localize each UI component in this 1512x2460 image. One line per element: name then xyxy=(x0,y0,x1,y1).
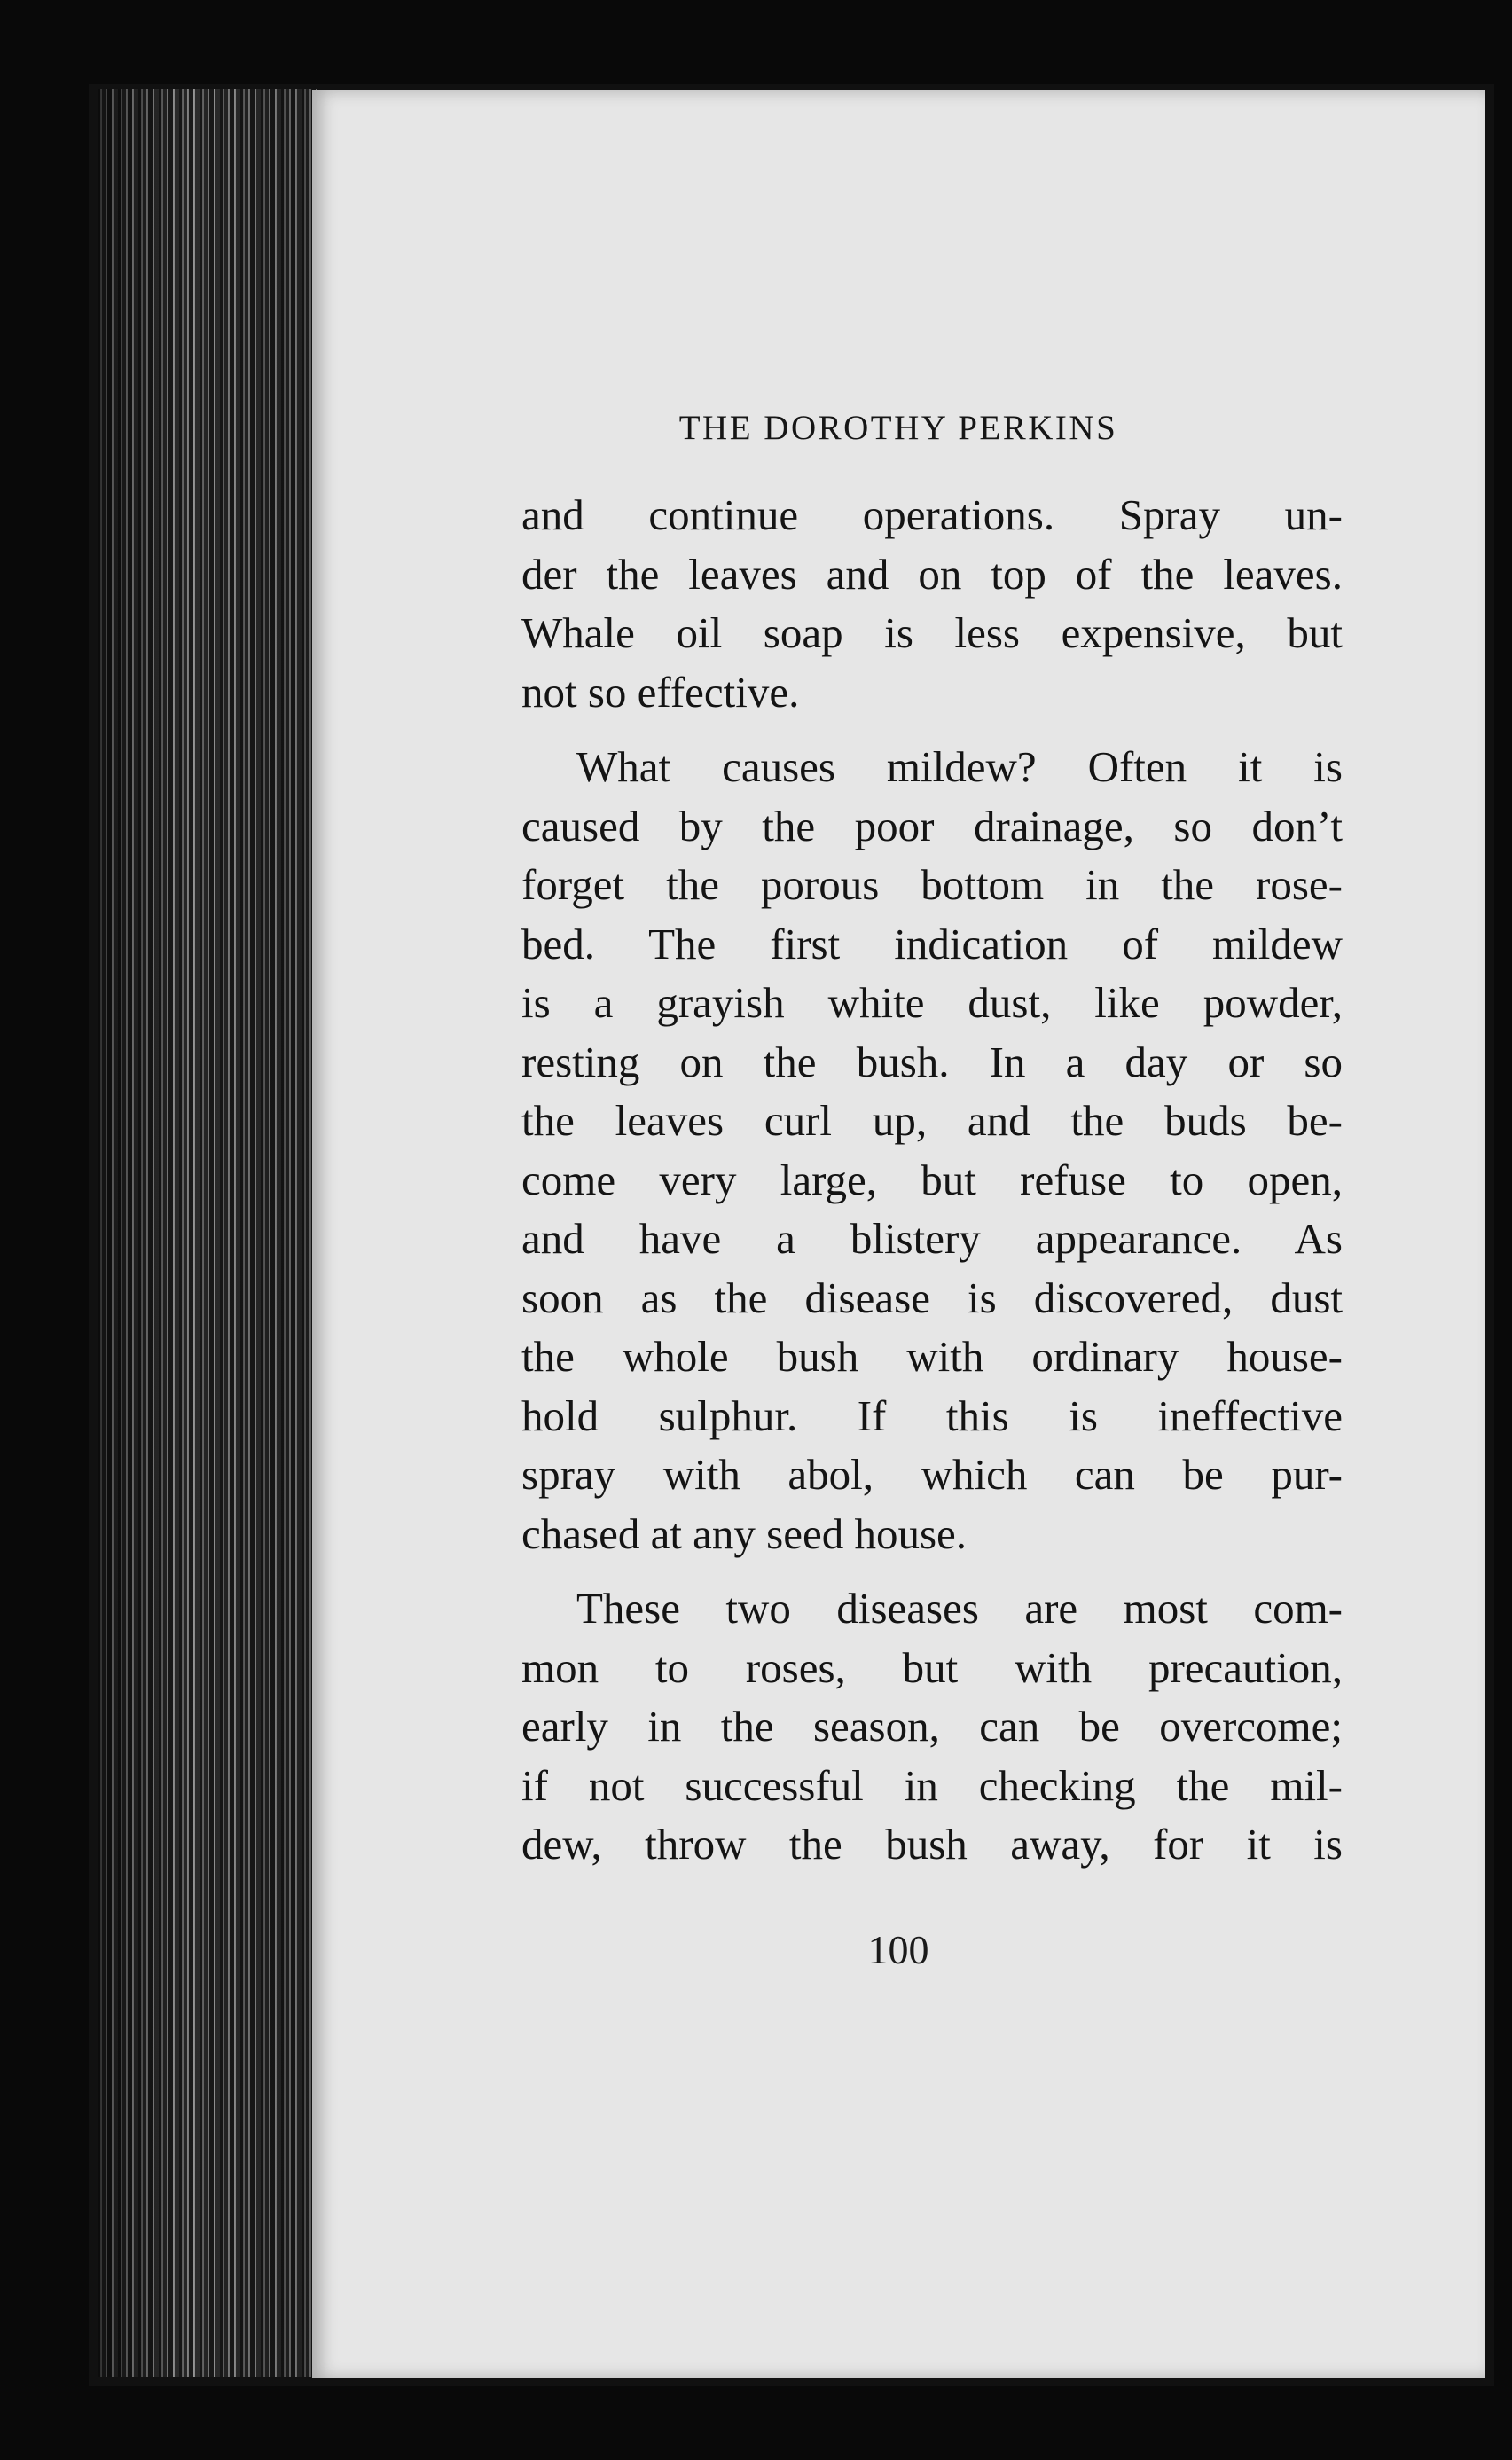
paragraph xyxy=(521,1579,1343,1875)
text-line: dew, throw the bush away, for it is xyxy=(521,1820,1343,1869)
text-line: These two diseases are most com- xyxy=(576,1584,1343,1633)
text-line: caused by the poor drainage, so don’t xyxy=(521,801,1343,850)
text-line: the leaves curl up, and the buds be- xyxy=(521,1096,1343,1145)
text-line: is a grayish white dust, like powder, xyxy=(521,978,1343,1027)
text-line: if not successful in checking the mil- xyxy=(521,1760,1343,1810)
text-line: der the leaves and on top of the leaves. xyxy=(521,549,1343,599)
page-number: 100 xyxy=(867,1927,929,1972)
text-line: and continue operations. Spray un- xyxy=(521,490,1343,539)
text-line: soon as the disease is discovered, dust xyxy=(521,1273,1343,1322)
paragraph xyxy=(521,486,1343,722)
body-text xyxy=(521,486,1343,1875)
text-line: and have a blistery appearance. As xyxy=(521,1214,1343,1263)
text-line: hold sulphur. If this is ineffective xyxy=(521,1391,1343,1440)
text-line: resting on the bush. In a day or so xyxy=(521,1037,1343,1086)
running-head: THE DOROTHY PERKINS xyxy=(678,409,1118,447)
text-line: Whale oil soap is less expensive, but xyxy=(521,608,1343,657)
text-line: bed. The first indication of mildew xyxy=(521,919,1343,968)
text-line: the whole bush with ordinary house- xyxy=(521,1332,1343,1381)
text-line: chased at any seed house. xyxy=(521,1508,968,1558)
page-edges-shadow xyxy=(98,89,317,2377)
text-line: forget the porous bottom in the rose- xyxy=(521,860,1343,909)
text-line: early in the season, can be overcome; xyxy=(521,1702,1343,1751)
text-line: not so effective. xyxy=(521,667,800,717)
text-line: mon to roses, but with precaution, xyxy=(521,1642,1343,1692)
paragraph xyxy=(521,738,1343,1563)
text-line: come very large, but refuse to open, xyxy=(521,1155,1343,1204)
text-line: What causes mildew? Often it is xyxy=(576,742,1343,791)
text-line: spray with abol, which can be pur- xyxy=(521,1450,1343,1499)
